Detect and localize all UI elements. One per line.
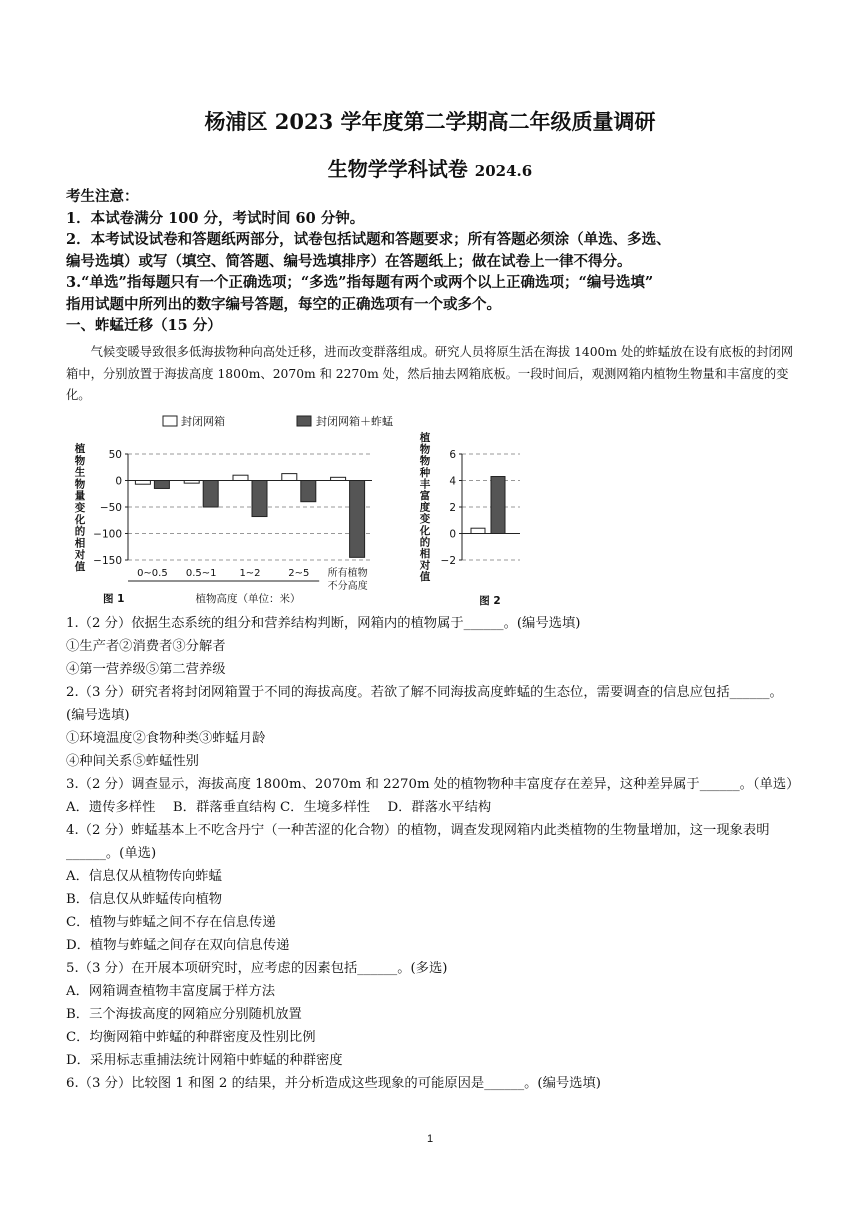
- question-option: D．植物与蚱蜢之间存在双向信息传递: [66, 938, 290, 953]
- figure-1: [74, 442, 372, 605]
- x-tick-label: 所有植物: [327, 568, 368, 579]
- y-axis-label: 丰: [419, 478, 431, 491]
- y-axis-label: 变: [419, 513, 431, 526]
- figure-label: 图 1: [103, 593, 125, 605]
- bar: [331, 477, 346, 480]
- bar: [233, 475, 248, 480]
- question-list: [66, 612, 800, 1095]
- y-tick-label: −2: [440, 555, 456, 567]
- figures: [0, 408, 860, 608]
- notice-item: 3.“单选”指每题只有一个正确选项；“多选”指每题有两个或两个以上正确选项；“编号选填”: [66, 274, 654, 291]
- y-axis-label: 生: [74, 466, 86, 479]
- candidate-notice: [66, 186, 796, 337]
- y-tick-label: 0: [115, 475, 122, 488]
- question-text: 5.（3 分）在开展本项研究时，应考虑的因素包括______。(多选): [66, 961, 448, 976]
- y-axis-label: 富: [419, 490, 431, 502]
- question-option: A．网箱调查植物丰富度属于样方法: [66, 984, 276, 999]
- legend-label-closed: 封闭网箱: [181, 415, 225, 428]
- y-tick-label: 6: [449, 449, 456, 461]
- question-text: 6.（3 分）比较图 1 和图 2 的结果，并分析造成这些现象的可能原因是______。(编号选填): [66, 1076, 601, 1091]
- y-tick-label: 2: [449, 502, 456, 514]
- x-tick-label: 2~5: [288, 568, 310, 579]
- question-option: D．采用标志重捕法统计网箱中蚱蜢的种群密度: [66, 1053, 343, 1068]
- question-text: 1.（2 分）依据生态系统的组分和营养结构判断，网箱内的植物属于______。(编号选填): [66, 616, 581, 631]
- x-tick-label: 不分高度: [327, 581, 368, 592]
- y-axis-label: 植: [419, 432, 431, 444]
- bar: [203, 481, 218, 508]
- x-tick-label: 0.5~1: [185, 568, 217, 579]
- subtitle-date: 2024.6: [474, 162, 533, 180]
- y-axis-label: 变: [74, 502, 86, 514]
- y-tick-label: −150: [93, 555, 122, 567]
- question-option: C．均衡网箱中蚱蜢的种群密度及性别比例: [66, 1030, 316, 1045]
- notice-heading: 考生注意：: [66, 188, 139, 205]
- legend-swatch-closed-grasshopper: [297, 416, 311, 426]
- bar: [252, 481, 267, 517]
- page-number: 1: [426, 1133, 434, 1145]
- intro-paragraph: 气候变暖导致很多低海拔物种向高处迁移，进而改变群落组成。研究人员将原生活在海拔 1400m 处的蚱蜢放在设有底板的封闭网箱中，分别放置于海拔高度 1800m、2070m 和 2270m 处，然后抽去网箱底板。一段时间后，观测网箱内植物生物量和丰富度的变化。: [66, 345, 794, 402]
- bar: [301, 481, 316, 502]
- y-axis-label: 物: [74, 454, 86, 467]
- y-axis-label: 相: [74, 537, 86, 550]
- x-tick-label: 1~2: [239, 568, 261, 579]
- notice-item: 1．本试卷满分 100 分，考试时间 60 分钟。: [66, 209, 365, 227]
- question-option: C．植物与蚱蜢之间不存在信息传递: [66, 915, 276, 930]
- legend-label-closed-grasshopper: 封闭网箱＋蚱蜢: [316, 415, 393, 428]
- question-option: A．信息仅从植物传向蚱蜢: [66, 869, 222, 884]
- y-axis-label: 相: [419, 548, 431, 560]
- y-axis-label: 种: [419, 466, 431, 479]
- y-axis-label: 值: [74, 561, 86, 573]
- figure-2: [419, 431, 520, 607]
- bar: [135, 481, 150, 485]
- y-tick-label: −50: [99, 502, 122, 514]
- y-axis-label: 植: [74, 443, 86, 455]
- question-option: B．三个海拔高度的网箱应分别随机放置: [66, 1007, 302, 1022]
- exam-subtitle: [0, 153, 860, 182]
- y-axis-label: 对: [74, 549, 86, 562]
- bar: [491, 477, 505, 534]
- x-tick-label: 0~0.5: [137, 568, 168, 579]
- y-axis-label: 的: [419, 536, 431, 549]
- notice-item: 2．本考试设试卷和答题纸两部分，试卷包括试题和答题要求；所有答题必须涂（单选、多选、: [66, 231, 671, 248]
- section-title: 一、蚱蜢迁移（15 分）: [66, 317, 222, 334]
- y-tick-label: −100: [93, 528, 122, 541]
- exam-title: 杨浦区 2023 学年度第二学期高二年级质量调研: [204, 109, 656, 134]
- chart-legend: [163, 414, 393, 428]
- y-axis-label: 物: [419, 443, 431, 456]
- y-axis-label: 的: [74, 525, 86, 538]
- y-tick-label: 4: [449, 475, 456, 488]
- question-text: 4.（2 分）蚱蜢基本上不吃含丹宁（一种苦涩的化合物）的植物，调查发现网箱内此类植物的生物量增加，这一现象表明______。(单选): [66, 823, 770, 861]
- x-axis-label: 植物高度（单位：米）: [195, 593, 301, 605]
- y-axis-label: 化: [74, 513, 86, 526]
- question-option: ①环境温度②食物种类③蚱蜢月龄: [66, 731, 266, 746]
- notice-item: 指用试题中所列出的数字编号答题，每空的正确选项有一个或多个。: [66, 295, 501, 313]
- y-axis-label: 度: [419, 501, 431, 514]
- question-option: ④第一营养级⑤第二营养级: [66, 662, 226, 677]
- question-text: 2.（3 分）研究者将封闭网箱置于不同的海拔高度。若欲了解不同海拔高度蚱蜢的生态位，需要调查的信息应包括______。(编号选填): [66, 685, 783, 723]
- question-option: B．信息仅从蚱蜢传向植物: [66, 892, 223, 907]
- notice-item: 编号选填）或写（填空、简答题、编号选填排序）在答题纸上；做在试卷上一律不得分。: [66, 252, 632, 270]
- y-tick-label: 0: [449, 528, 456, 541]
- question-option: ④种间关系⑤蚱蜢性别: [66, 754, 199, 769]
- y-axis-label: 物: [419, 455, 431, 468]
- bar: [154, 481, 169, 489]
- y-axis-label: 对: [419, 559, 431, 572]
- question-option: A．遗传多样性 B．群落垂直结构 C．生境多样性 D．群落水平结构: [66, 800, 492, 815]
- y-axis-label: 物: [74, 478, 86, 491]
- bar: [471, 528, 485, 533]
- legend-swatch-closed: [163, 416, 177, 426]
- question-option: ①生产者②消费者③分解者: [66, 639, 226, 654]
- bar: [184, 481, 199, 484]
- bar: [350, 481, 365, 558]
- y-axis-label: 值: [419, 571, 431, 584]
- figure-label: 图 2: [479, 595, 501, 607]
- question-text: 3.（2 分）调查显示，海拔高度 1800m、2070m 和 2270m 处的植物物种丰富度存在差异，这种差异属于______。（单选）: [66, 777, 800, 792]
- y-axis-label: 量: [74, 490, 86, 503]
- y-axis-label: 化: [419, 524, 431, 537]
- subtitle-main: 生物学学科试卷: [327, 157, 468, 181]
- y-tick-label: 50: [108, 449, 122, 461]
- bar: [282, 474, 297, 481]
